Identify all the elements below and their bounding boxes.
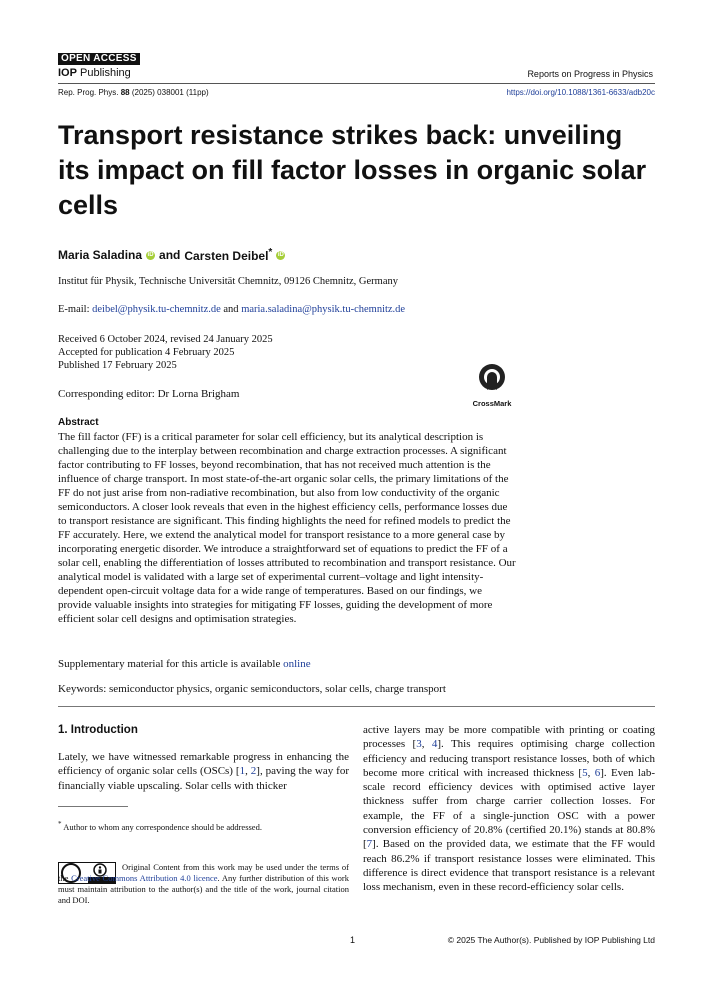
crossmark-badge[interactable] xyxy=(470,363,514,408)
author-deibel-name: Carsten Deibel xyxy=(184,249,269,263)
email-link-deibel[interactable]: deibel@physik.tu-chemnitz.de xyxy=(92,304,221,315)
journal-name: Reports on Progress in Physics xyxy=(527,69,653,79)
email-line xyxy=(58,304,405,315)
reference-link-6[interactable]: 6 xyxy=(594,766,601,779)
text-run: , xyxy=(587,766,595,779)
supplementary-link[interactable]: online xyxy=(283,658,311,670)
publisher-logo xyxy=(58,67,131,80)
keywords-list: semiconductor physics, organic semiconductors, solar cells, charge transport xyxy=(109,683,446,695)
crossmark-icon xyxy=(478,363,506,393)
text-run: ]. This requires optimising charge collection efficiency and reducing transport resistance losses, both of which become more critical with increased thickness [ xyxy=(363,738,655,779)
author-conjunction: and xyxy=(159,248,181,262)
footnote-mark: * xyxy=(58,820,62,828)
accepted-date: Accepted for publication 4 February 2025 xyxy=(58,347,235,358)
text-run: Lately, we have witnessed remarkable progress in enhancing the efficiency of organic solar cells (OSCs) [ xyxy=(58,751,349,778)
license-text xyxy=(58,862,349,906)
corresponding-editor: Corresponding editor: Dr Lorna Brigham xyxy=(58,388,240,400)
footnote-rule xyxy=(58,806,128,807)
keywords-label: Keywords: xyxy=(58,683,110,695)
reference-link-3[interactable]: 3 xyxy=(416,738,422,751)
email-link-saladina[interactable]: maria.saladina@physik.tu-chemnitz.de xyxy=(241,304,406,315)
affiliation: Institut für Physik, Technische Universität Chemnitz, 09126 Chemnitz, Germany xyxy=(58,276,398,287)
orcid-icon[interactable]: iD xyxy=(277,251,284,258)
crossmark-label: CrossMark xyxy=(472,399,512,408)
author-list xyxy=(58,247,285,263)
abstract-text: The fill factor (FF) is a critical parameter for solar cell efficiency, but its analytical description is challenging due to the interplay between recombination and charge extraction processes. A significant factor contributing to FF losses, beyond recombination, that has not received much attention is the influence of charge transport. In most state-of-the-art organic solar cells, the primary limitations of the FF do not just arise from non-radiative recombination, but also from low conductivity of the organic semiconductors. A closer look reveals that even in the highest efficiency cells, performance losses due to transport resistance are significant. This finding highlights the need for refined models to predict the FF accurately. Here, we extend the analytical model for transport resistance to a more general case by incorporating energetic disorder. We introduce a straightforward set of equations to predict the FF of a solar cell, enabling the differentiation of losses attributed to recombination and transport resistance. Our analytical model is validated with a large set of experimental current–voltage and light intensity-dependent open-circuit voltage data for a wide range of temperatures. Based on our findings, we provide valuable insights into strategies for mitigating FF losses, guiding the development of more efficient solar cell designs and optimisation strategies. xyxy=(58,431,516,625)
abstract-heading: Abstract xyxy=(58,417,99,428)
paper-title: Transport resistance strikes back: unveiling its impact on fill factor losses in organic solar cells xyxy=(58,120,647,220)
footnote xyxy=(58,820,262,832)
supplementary-note xyxy=(58,658,311,670)
text-run: ]. Even lab-scale record efficiency devices with optimised active layer thickness suffer from charge carrier collection losses. For example, the FF of a single-junction OSC with a power conversion efficiency of 20.8% (certified 20.1%) stands at 80.8% [ xyxy=(363,766,655,851)
reference-link-4[interactable]: 4 xyxy=(431,738,438,751)
doi-link[interactable]: https://doi.org/10.1088/1361-6633/adb20c xyxy=(506,88,655,97)
author-deibel[interactable] xyxy=(184,247,272,263)
open-access-badge: OPEN ACCESS xyxy=(58,53,140,65)
intro-paragraph-col1 xyxy=(58,750,349,793)
intro-paragraph-col2 xyxy=(363,723,655,895)
page-number: 1 xyxy=(350,935,356,945)
license-link[interactable]: Creative Commons Attribution 4.0 licence xyxy=(71,873,218,883)
section-rule xyxy=(58,706,655,707)
section-heading-introduction: 1. Introduction xyxy=(58,724,138,736)
supplementary-text: Supplementary material for this article is available xyxy=(58,658,284,670)
reference-link-1[interactable]: 1 xyxy=(239,765,246,778)
header-rule xyxy=(58,83,655,84)
publisher-rest: Publishing xyxy=(76,67,131,79)
corresponding-mark: * xyxy=(268,247,273,258)
reference-link-7[interactable]: 7 xyxy=(366,838,373,851)
publication-dates xyxy=(58,333,273,372)
orcid-icon[interactable]: iD xyxy=(147,251,154,258)
email-label: E-mail: xyxy=(58,304,93,315)
published-date: Published 17 February 2025 xyxy=(58,360,177,371)
reference-link-2[interactable]: 2 xyxy=(250,765,257,778)
keywords xyxy=(58,683,446,695)
footnote-text: Author to whom any correspondence should be addressed. xyxy=(61,821,262,832)
citation-volume: 88 xyxy=(120,88,130,97)
received-date: Received 6 October 2024, revised 24 January 2025 xyxy=(58,334,273,345)
text-run: , xyxy=(245,765,251,778)
copyright-line: © 2025 The Author(s). Published by IOP Publishing Ltd xyxy=(447,935,655,945)
text-run: , xyxy=(421,738,432,751)
text-run: . Any further distribution of this work must maintain attribution to the author(s) and the title of the work, journal citation and DOI. xyxy=(58,873,349,905)
text-run: ], paving the way for financially viable upscaling. Solar cells with thicker xyxy=(58,765,349,792)
author-saladina[interactable]: Maria Saladina xyxy=(58,248,143,262)
publisher-bold: IOP xyxy=(58,67,77,79)
text-run: active layers may be more compatible with printing or coating processes [ xyxy=(363,724,655,751)
text-run: Original Content from this work may be used under the terms of the xyxy=(58,862,349,883)
citation xyxy=(58,88,209,97)
text-run: ]. Based on the provided data, we estimate that the FF would reach 86.2% if transport resistance losses were eliminated. This difference is direct evidence that transport resistance is a relevant loss mechanism, even in these record-efficiency solar cells. xyxy=(363,838,655,894)
email-joiner: and xyxy=(220,304,242,315)
reference-link-5[interactable]: 5 xyxy=(582,766,588,779)
citation-rest: (2025) 038001 (11pp) xyxy=(129,88,209,97)
citation-prefix: Rep. Prog. Phys. xyxy=(58,88,121,97)
